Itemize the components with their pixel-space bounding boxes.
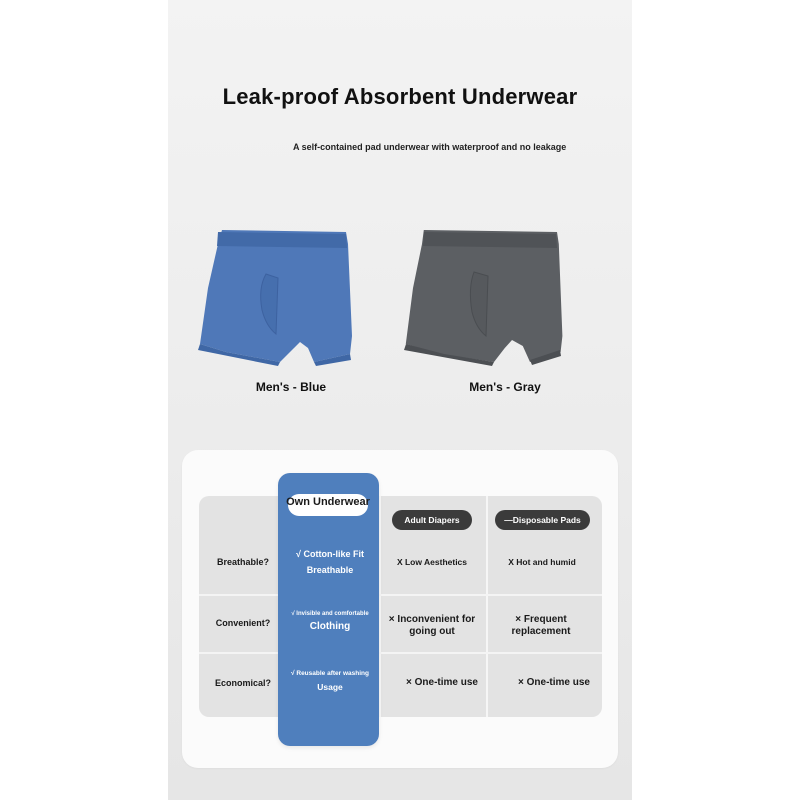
diapers-cell-convenient: × Inconvenient for going out: [388, 614, 476, 637]
row-divider: [199, 594, 602, 596]
column-divider: [379, 496, 381, 717]
disposable-pads-header: —Disposable Pads: [495, 510, 590, 530]
pads-cell-economical: × One-time use: [518, 677, 590, 688]
adult-diapers-header: Adult Diapers: [392, 510, 472, 530]
row-divider: [199, 652, 602, 654]
pads-cell-breathable: X Hot and humid: [508, 557, 576, 567]
page-title: Leak-proof Absorbent Underwear: [222, 84, 578, 109]
page-subtitle: A self-contained pad underwear with waterproof and no leakage: [293, 142, 567, 152]
own-cell-convenient: [282, 609, 378, 635]
own-cell-line: √ Invisible and comfortable: [291, 611, 369, 617]
own-cell-breathable: [282, 546, 378, 578]
own-cell-line: √ Reusable after washing: [291, 670, 369, 677]
product-image-blue[interactable]: [196, 226, 356, 366]
pads-cell-convenient: × Frequent replacement: [511, 614, 571, 637]
own-cell-line: Usage: [317, 682, 343, 692]
own-cell-line: Breathable: [306, 565, 354, 575]
diapers-cell-breathable: X Low Aesthetics: [396, 557, 468, 567]
product-label-blue: Men's - Blue: [255, 380, 327, 394]
diapers-cell-economical: × One-time use: [406, 677, 478, 688]
product-image-gray[interactable]: [404, 228, 564, 368]
row-label-breathable: Breathable?: [216, 557, 269, 567]
product-label-gray: Men's - Gray: [469, 380, 541, 394]
own-cell-economical: [282, 669, 378, 695]
row-label-economical: Economical?: [214, 678, 271, 688]
own-underwear-header: Own Underwear: [286, 496, 370, 508]
own-cell-line: Clothing: [309, 621, 351, 632]
own-cell-line: √ Cotton-like Fit: [296, 549, 364, 559]
row-label-convenient: Convenient?: [215, 618, 271, 628]
